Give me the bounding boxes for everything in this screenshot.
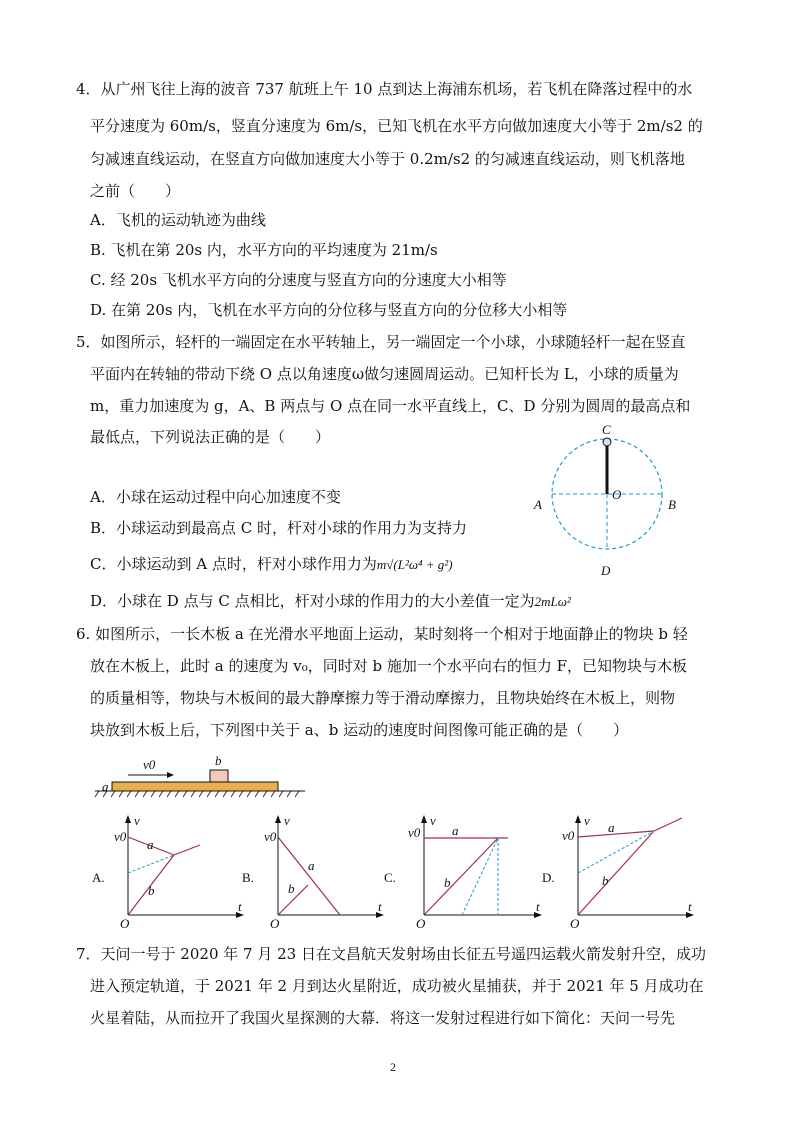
q4-option-d: D. 在第 20s 内，飞机在水平方向的分位移与竖直方向的分位移大小相等 — [90, 301, 568, 319]
label-b: b — [148, 883, 155, 898]
option-letter: A. — [92, 870, 105, 885]
v-label: v — [430, 813, 436, 828]
q5-line-1: 5．如图所示，轻杆的一端固定在水平转轴上，另一端固定一个小球，小球随轻杆一起在竖直 — [76, 333, 686, 351]
q7-line-1: 7．天问一号于 2020 年 7 月 23 日在文昌航天发射场由长征五号遥四运载火箭发射升空，成功 — [76, 945, 706, 963]
origin-label: O — [120, 916, 130, 931]
label-a: a — [102, 779, 109, 794]
label-b: B — [668, 497, 676, 512]
line-b — [424, 838, 498, 915]
t-label: t — [536, 899, 540, 914]
q6-graph-a — [90, 813, 250, 931]
label-a: a — [608, 820, 615, 835]
label-d: D — [601, 563, 611, 578]
q5-option-d-formula: 2mLω² — [534, 594, 571, 609]
wooden-board — [112, 782, 278, 791]
dashed-line — [462, 838, 498, 915]
label-c: C — [602, 422, 611, 437]
line-a — [578, 831, 654, 837]
t-label: t — [378, 899, 382, 914]
q6-setup-figure — [95, 755, 310, 805]
origin-label: O — [416, 916, 426, 931]
q5-option-c-text: C．小球运动到 A 点时，杆对小球作用力为 — [90, 555, 377, 573]
q4-option-c: C. 经 20s 飞机水平方向的分速度与竖直方向的分速度大小相等 — [90, 271, 507, 289]
q5-option-d — [90, 591, 571, 612]
v-label: v — [284, 813, 290, 828]
v0-label: v0 — [408, 825, 421, 840]
q6-graph-c — [380, 813, 550, 931]
q5-option-d-text: D．小球在 D 点与 C 点相比，杆对小球的作用力的大小差值一定为 — [90, 592, 535, 610]
label-b: b — [444, 875, 451, 890]
q4-line-1: 4．从广州飞往上海的波音 737 航班上午 10 点到达上海浦东机场，若飞机在降落过程中的水 — [76, 80, 693, 98]
label-a: A — [534, 497, 542, 512]
velocity-arrowhead — [167, 772, 174, 778]
q5-circle-figure — [534, 420, 680, 580]
option-letter: B. — [242, 870, 254, 885]
block — [210, 770, 228, 782]
v0-label: v0 — [114, 829, 127, 844]
origin-label: O — [570, 916, 580, 931]
q6-line-2: 放在木板上，此时 a 的速度为 v₀，同时对 b 施加一个水平向右的恒力 F，已知物块与木板 — [90, 657, 688, 675]
option-letter: D. — [542, 870, 555, 885]
q6-line-1: 6. 如图所示，一长木板 a 在光滑水平地面上运动，某时刻将一个相对于地面静止的物块 b 轻 — [76, 625, 688, 643]
line-common — [174, 845, 200, 855]
q4-line-2: 平分速度为 60m/s，竖直分速度为 6m/s，已知飞机在水平方向做加速度大小等于 2m/s2 的 — [90, 117, 703, 135]
label-b: b — [602, 873, 609, 888]
q5-option-b: B．小球运动到最高点 C 时，杆对小球的作用力为支持力 — [90, 519, 468, 537]
q4-option-a: A．飞机的运动轨迹为曲线 — [90, 211, 266, 229]
origin-label: O — [270, 916, 280, 931]
label-o: O — [612, 487, 622, 502]
v-label: v — [584, 813, 590, 828]
q7-line-3: 火星着陆，从而拉开了我国火星探测的大幕．将这一发射过程进行如下简化：天问一号先 — [90, 1009, 676, 1027]
label-a: a — [308, 858, 315, 873]
t-label: t — [238, 899, 242, 914]
option-letter: C. — [384, 870, 396, 885]
v0-label: v0 — [264, 829, 277, 844]
q5-line-3: m，重力加速度为 g，A、B 两点与 O 点在同一水平直线上，C、D 分别为圆周的最高点和 — [90, 397, 691, 415]
label-a: a — [452, 823, 459, 838]
label-b: b — [288, 881, 295, 896]
t-label: t — [688, 899, 692, 914]
line-common — [654, 818, 682, 831]
label-b: b — [215, 753, 222, 768]
q6-graph-b — [240, 813, 400, 931]
label-v0: v0 — [143, 757, 156, 772]
q5-option-c-formula: m√(L²ω⁴ + g²) — [376, 557, 453, 572]
q5-line-4: 最低点，下列说法正确的是（ ） — [90, 428, 331, 446]
page-number: 2 — [390, 1060, 396, 1074]
v-label: v — [134, 813, 140, 828]
q7-line-2: 进入预定轨道，于 2021 年 2 月到达火星附近，成功被火星捕获，并于 2021 年 5 月成功在 — [90, 977, 704, 995]
line-a — [278, 837, 340, 915]
ground-hatch — [95, 791, 299, 797]
v0-label: v0 — [562, 828, 575, 843]
q4-line-3: 匀减速直线运动，在竖直方向做加速度大小等于 0.2m/s2 的匀减速直线运动，则飞机落地 — [90, 150, 685, 168]
q6-line-4: 块放到木板上后，下列图中关于 a、b 运动的速度时间图像可能正确的是（ ） — [90, 721, 629, 739]
line-b — [578, 831, 654, 915]
small-ball — [603, 438, 611, 446]
q4-line-4: 之前（ ） — [90, 182, 181, 200]
q6-graph-d — [540, 813, 700, 931]
label-a: a — [147, 837, 154, 852]
q5-option-c — [90, 554, 453, 575]
q4-option-b: B. 飞机在第 20s 内，水平方向的平均速度为 21m/s — [90, 241, 438, 259]
q6-line-3: 的质量相等，物块与木板间的最大静摩擦力等于滑动摩擦力，且物块始终在木板上，则物 — [90, 689, 676, 707]
q5-line-2: 平面内在转轴的带动下绕 O 点以角速度ω做匀速圆周运动。已知杆长为 L，小球的质量为 — [90, 365, 679, 383]
q5-option-a: A．小球在运动过程中向心加速度不变 — [90, 488, 341, 506]
dashed-line — [578, 831, 654, 873]
